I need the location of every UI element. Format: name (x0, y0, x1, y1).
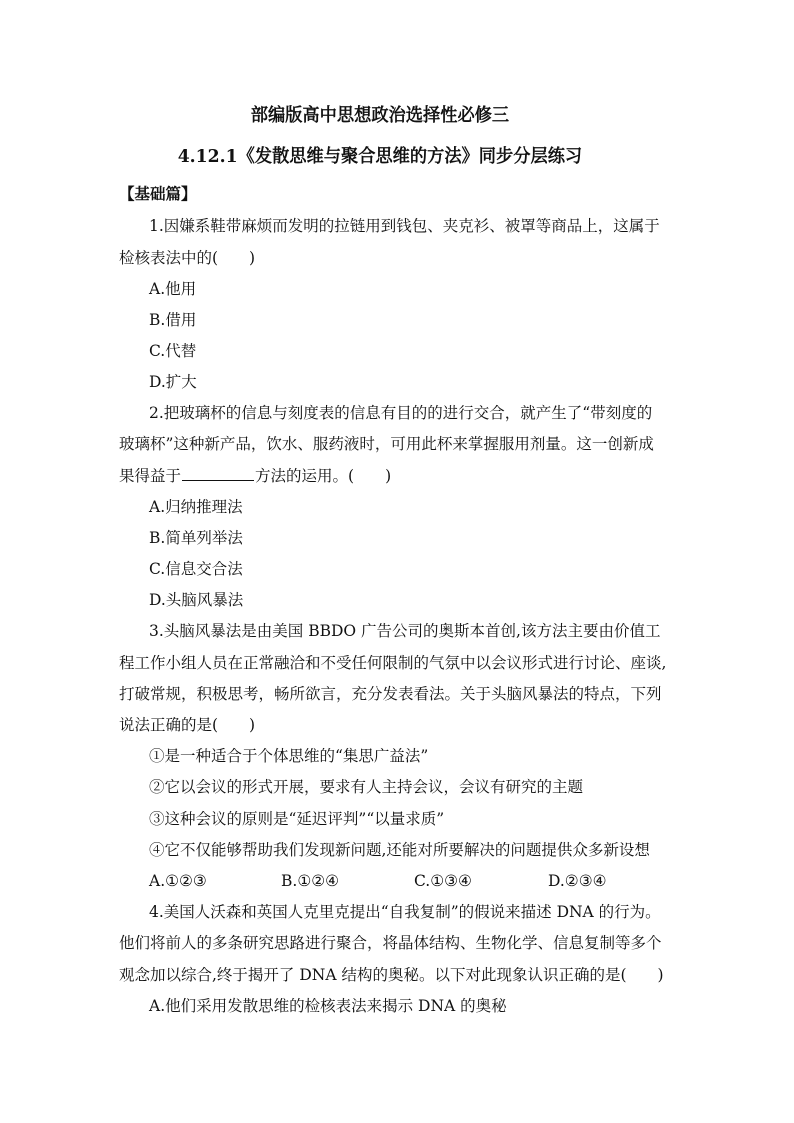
question-3-statement-3: ③这种会议的原则是“延迟评判”“以量求质” (149, 810, 445, 828)
question-1-stem-line-1: 1.因嫌系鞋带麻烦而发明的拉链用到钱包、夹克衫、被罩等商品上，这属于 (149, 217, 660, 235)
question-4-option-a: A.他们采用发散思维的检核表法来揭示 DNA 的奥秘 (149, 997, 507, 1015)
question-3-option-c: C.①③④ (414, 872, 472, 890)
question-3-option-a: A.①②③ (149, 872, 207, 890)
question-2-option-c: C.信息交合法 (149, 560, 243, 578)
question-1-option-b: B.借用 (149, 311, 197, 329)
question-3-stem-line-3: 打破常规，积极思考，畅所欲言，充分发表看法。关于头脑风暴法的特点，下列 (119, 685, 662, 703)
question-3-statement-2: ②它以会议的形式开展，要求有人主持会议，会议有研究的主题 (149, 778, 584, 796)
question-2-stem-line-2: 玻璃杯”这种新产品，饮水、服药液时，可用此杯来掌握服用剂量。这一创新成 (119, 435, 654, 453)
question-2-option-b: B.简单列举法 (149, 529, 243, 547)
document-title: 部编版高中思想政治选择性必修三 (250, 105, 510, 126)
question-2-stem-line-3 (119, 464, 391, 487)
question-2-text-after-blank: 方法的运用。( ) (255, 467, 392, 485)
question-4-stem-line-2: 他们将前人的多条研究思路进行聚合，将晶体结构、生物化学、信息复制等多个 (119, 934, 662, 952)
question-3-statement-1: ①是一种适合于个体思维的“集思广益法” (149, 747, 429, 765)
question-1-option-a: A.他用 (149, 280, 197, 298)
question-3-option-d: D.②③④ (548, 872, 607, 890)
question-3-stem-line-2: 程工作小组人员在正常融洽和不受任何限制的气氛中以会议形式进行讨论、座谈, (119, 654, 667, 672)
fill-in-blank (182, 464, 254, 481)
question-2-option-d: D.头脑风暴法 (149, 591, 244, 609)
question-3-statement-4: ④它不仅能够帮助我们发现新问题,还能对所要解决的问题提供众多新设想 (149, 841, 650, 859)
question-1-option-d: D.扩大 (149, 373, 197, 391)
question-2-stem-line-1: 2.把玻璃杯的信息与刻度表的信息有目的的进行交合，就产生了“带刻度的 (149, 404, 653, 422)
question-4-stem-line-3: 观念加以综合,终于揭开了 DNA 结构的奥秘。以下对此现象认识正确的是( ) (119, 966, 664, 984)
section-label: 【基础篇】 (119, 184, 197, 203)
question-2-text-before-blank: 果得益于 (119, 467, 182, 485)
document-subtitle: 4.12.1《发散思维与聚合思维的方法》同步分层练习 (177, 146, 583, 167)
question-4-stem-line-1: 4.美国人沃森和英国人克里克提出“自我复制”的假说来描述 DNA 的行为。 (149, 903, 661, 921)
question-3-option-b: B.①②④ (281, 872, 340, 890)
question-3-stem-line-4: 说法正确的是( ) (119, 716, 256, 734)
question-2-option-a: A.归纳推理法 (149, 498, 243, 516)
question-1-stem-line-2: 检核表法中的( ) (119, 249, 256, 267)
question-1-option-c: C.代替 (149, 342, 197, 360)
question-3-stem-line-1: 3.头脑风暴法是由美国 BBDO 广告公司的奥斯本首创,该方法主要由价值工 (149, 622, 661, 640)
